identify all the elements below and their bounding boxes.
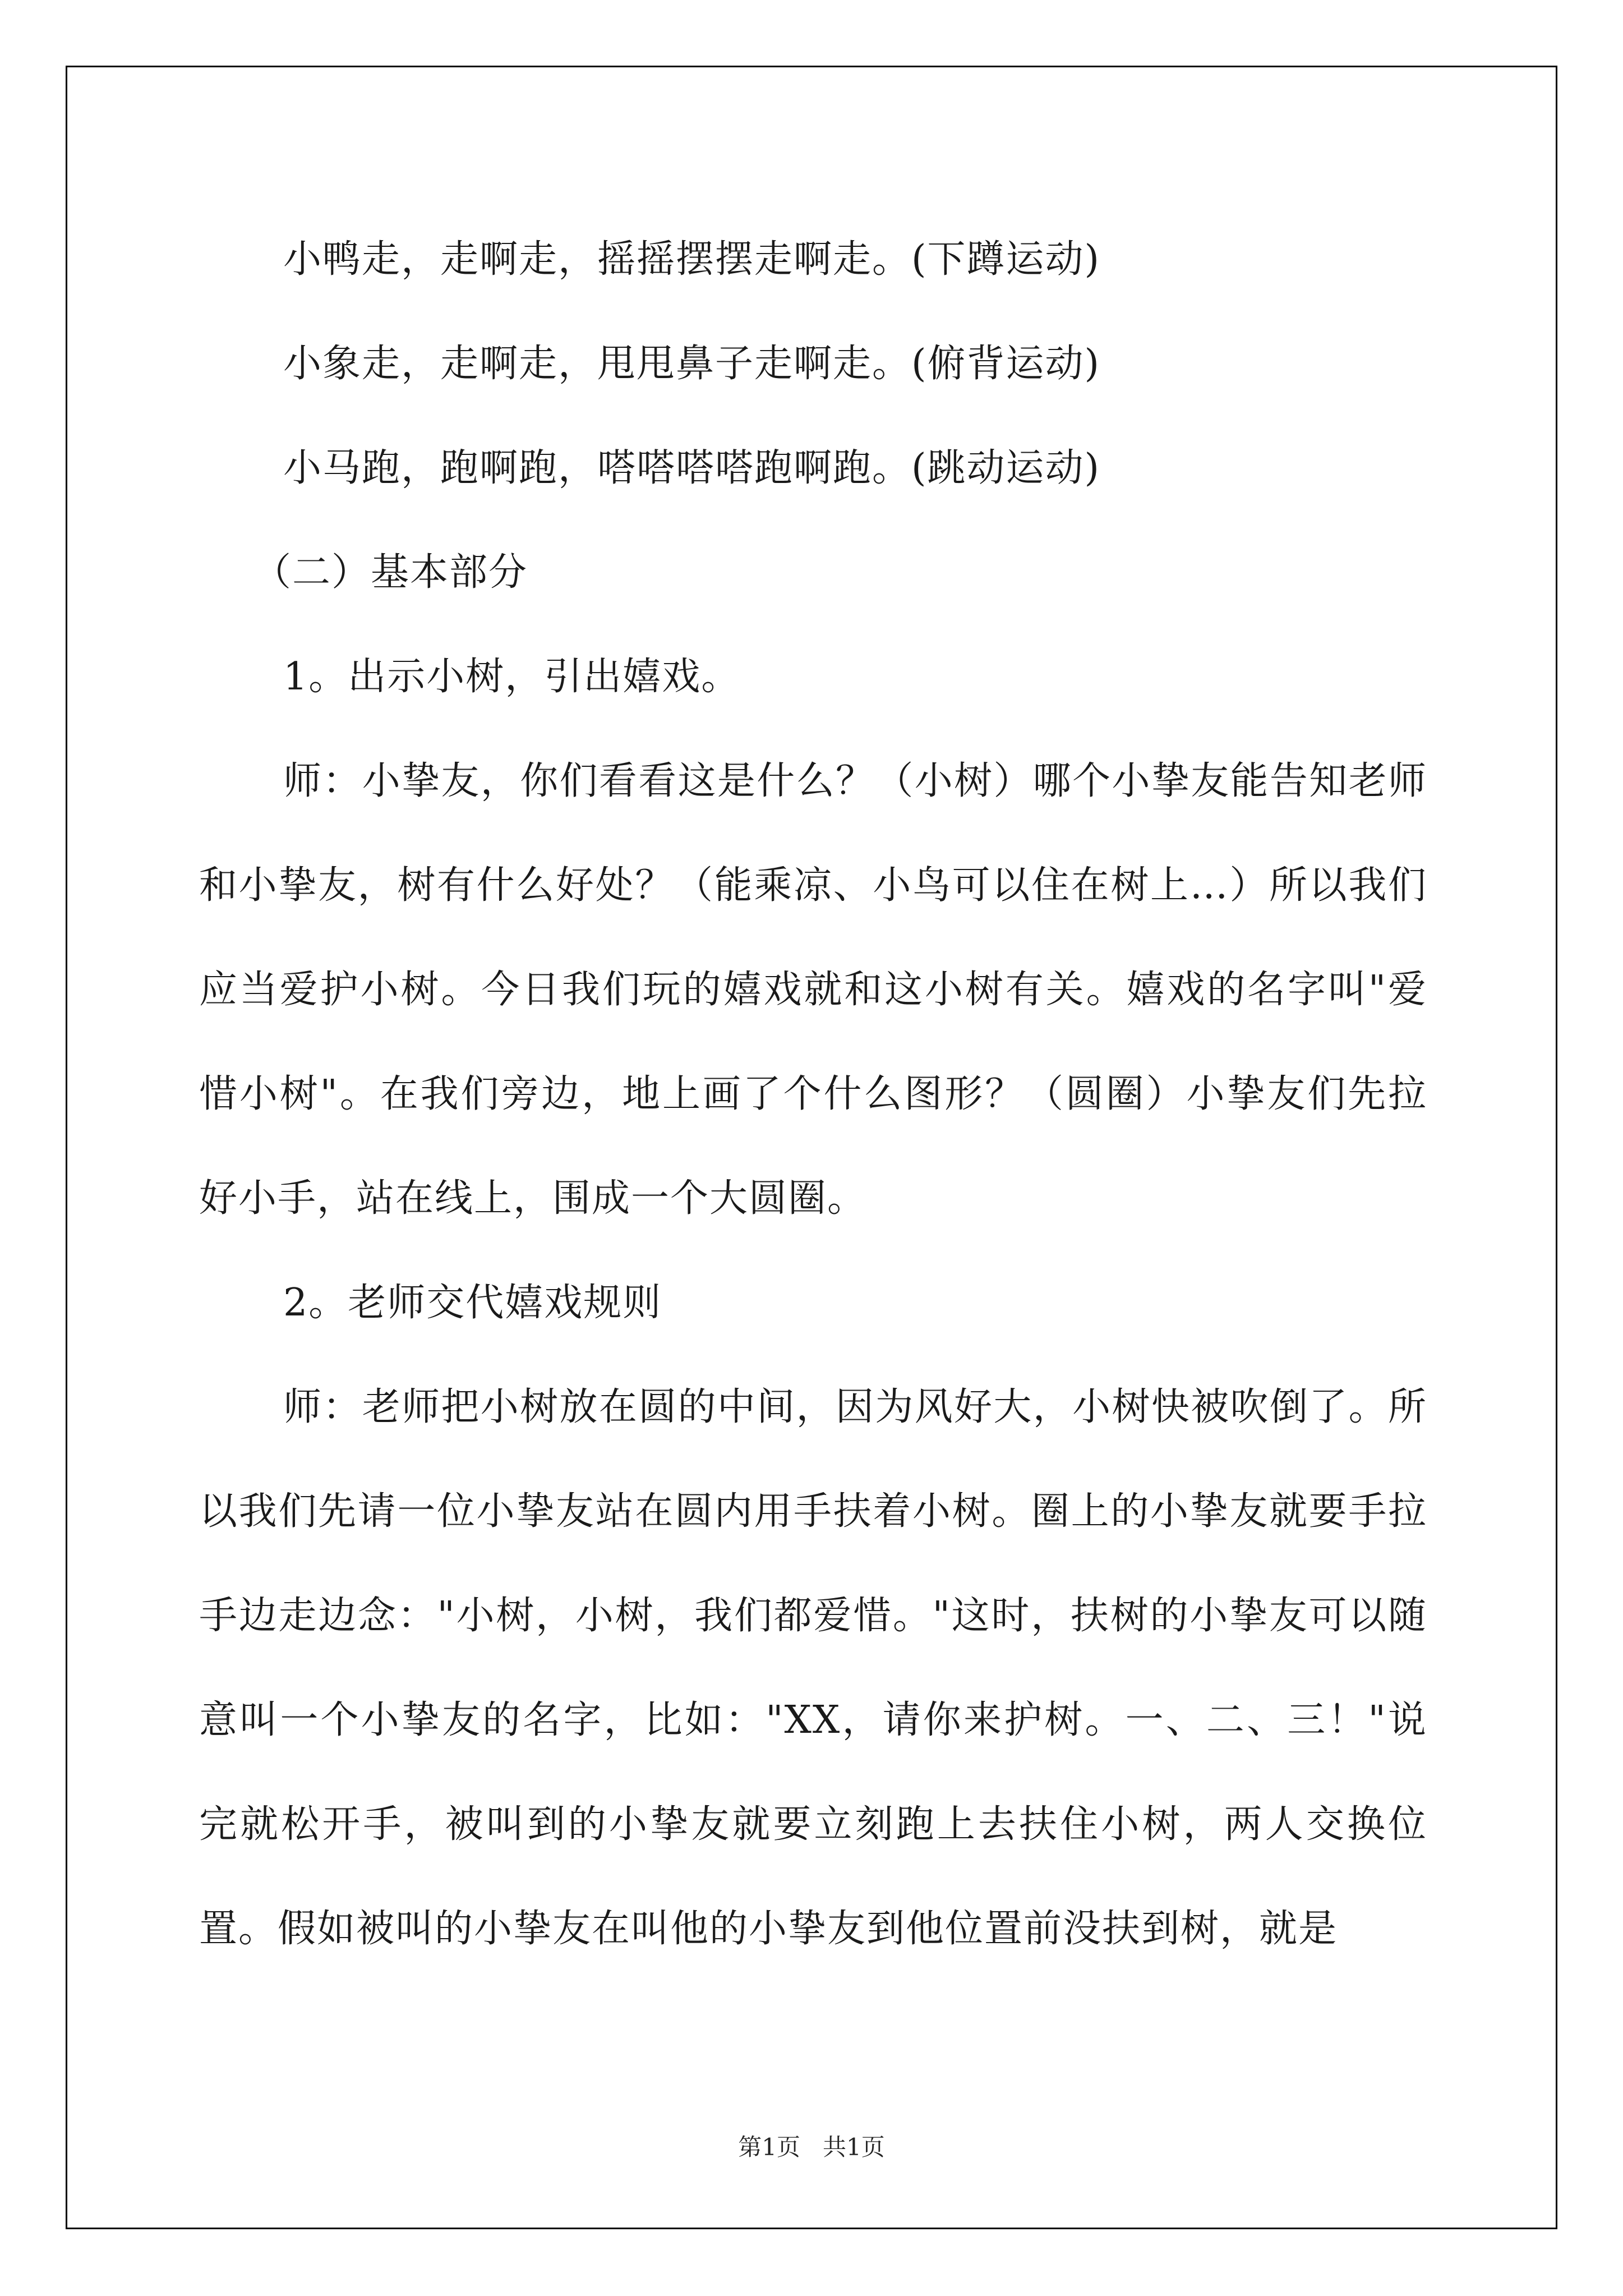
page-number: 第1页 <box>738 2133 800 2161</box>
paragraph: 小鸭走，走啊走，摇摇摆摆走啊走。(下蹲运动) <box>283 237 1101 282</box>
paragraph: 师：小挚友，你们看看这是什么？（小树）哪个小挚友能告知老师和小挚友，树有什么好处？（能乘凉、小鸟可以住在树上…）所以我们应当爱护小树。今日我们玩的嬉戏就和这小树有关。嬉戏的名字叫"爱惜小树"。在我们旁边，地上画了个什么图形？（圆圈）小挚友们先拉好小手，站在线上，围成一个大圆圈。 <box>199 759 1427 1221</box>
paragraph: 小象走，走啊走，甩甩鼻子走啊走。(俯背运动) <box>283 342 1101 386</box>
paragraph: 2。老师交代嬉戏规则 <box>283 1281 662 1325</box>
paragraph: 师：老师把小树放在圆的中间，因为风好大，小树快被吹倒了。所以我们先请一位小挚友站在圆内用手扶着小树。圈上的小挚友就要手拉手边走边念："小树，小树，我们都爱惜。"这时，扶树的小挚友可以随意叫一个小挚友的名字，比如："XX，请你来护树。一、二、三！"说完就松开手，被叫到的小挚友就要立刻跑上去扶住小树，两人交换位置。假如被叫的小挚友在叫他的小挚友到他位置前没扶到树，就是 <box>199 1385 1427 1951</box>
paragraph: 1。出示小树，引出嬉戏。 <box>283 655 741 699</box>
page-total: 共1页 <box>823 2133 885 2161</box>
page-footer <box>0 2129 1623 2162</box>
document-body <box>199 208 1427 1981</box>
paragraph: 小马跑，跑啊跑，嗒嗒嗒嗒跑啊跑。(跳动运动) <box>283 446 1101 490</box>
section-heading: （二）基本部分 <box>253 550 528 595</box>
